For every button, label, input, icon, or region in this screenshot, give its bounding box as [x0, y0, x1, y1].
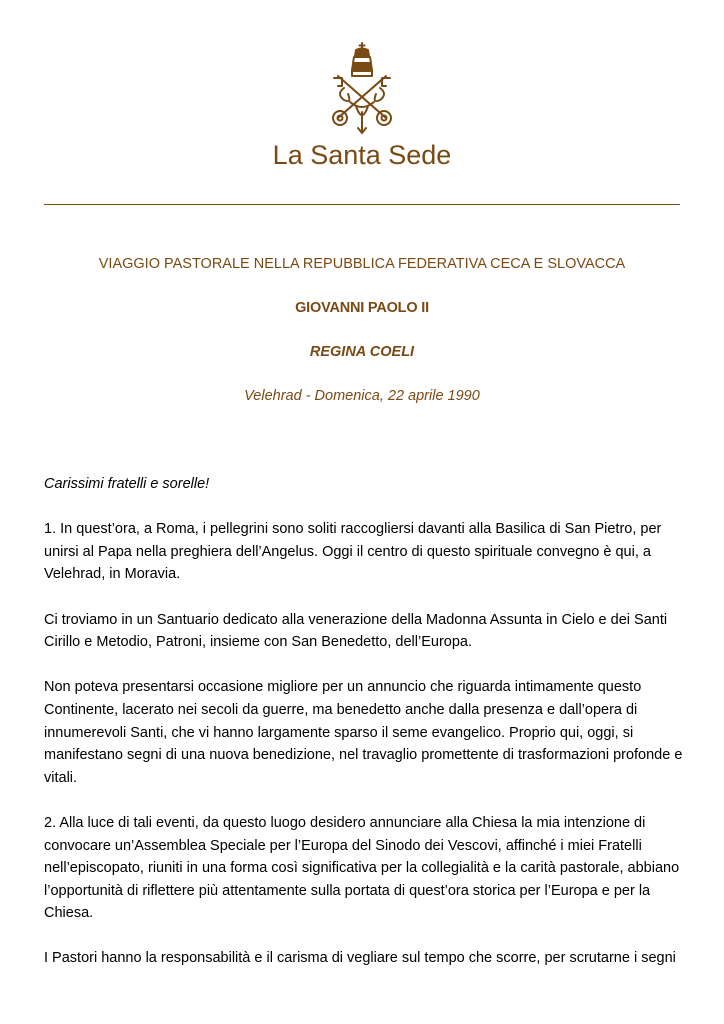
trip-heading: VIAGGIO PASTORALE NELLA REPUBBLICA FEDERATIVA CECA E SLOVACCA [98, 256, 626, 272]
body-paragraph: 2. Alla luce di tali eventi, da questo luogo desidero annunciare alla Chiesa la mia intenzione di convocare un’Assemblea Speciale per l’Europa del Sinodo dei Vescovi, affinché i miei Fratelli nell’episcopato, riuniti in una forma così significativa per la collegialità e la carità pastorale, abbiano l’opportunità di riflettere più attentamente sulla portata di quest’ora storica per l’Europa e per la Chiesa. [44, 814, 680, 922]
greeting: Carissimi fratelli e sorelle! [44, 476, 210, 492]
papal-coat-of-arms-icon [322, 42, 402, 134]
document-type-heading: REGINA COELI [309, 344, 415, 360]
document-body [44, 473, 684, 993]
body-paragraph: I Pastori hanno la responsabilità e il carisma di vegliare sul tempo che scorre, per scrutarne i segni [44, 950, 676, 967]
body-paragraph: Ci troviamo in un Santuario dedicato alla venerazione della Madonna Assunta in Cielo e dei Santi Cirillo e Metodio, Patroni, insieme con San Benedetto, dell’Europa. [44, 611, 668, 651]
place-date-heading: Velehrad - Domenica, 22 aprile 1990 [244, 388, 480, 404]
body-paragraph: 1. In quest’ora, a Roma, i pellegrini sono soliti raccogliersi davanti alla Basilica di San Pietro, per unirsi al Papa nella preghiera dell’Angelus. Oggi il centro di questo spirituale convegno è qui, a Velehrad, in Moravia. [44, 521, 662, 583]
site-title[interactable]: La Santa Sede [272, 140, 452, 170]
author-heading: GIOVANNI PAOLO II [295, 300, 429, 316]
header-divider [44, 204, 680, 205]
body-paragraph: Non poteva presentarsi occasione migliore per un annuncio che riguarda intimamente questo Continente, lacerato nei secoli da guerre, ma benedetto anche dalla presenza e dall’opera di innumerevoli Santi, che vi hanno largamente sparso il seme evangelico. Proprio qui, oggi, si manifestano segni di una nuova benedizione, nel travaglio promettente di trasformazioni profonde e vitali. [44, 679, 683, 786]
